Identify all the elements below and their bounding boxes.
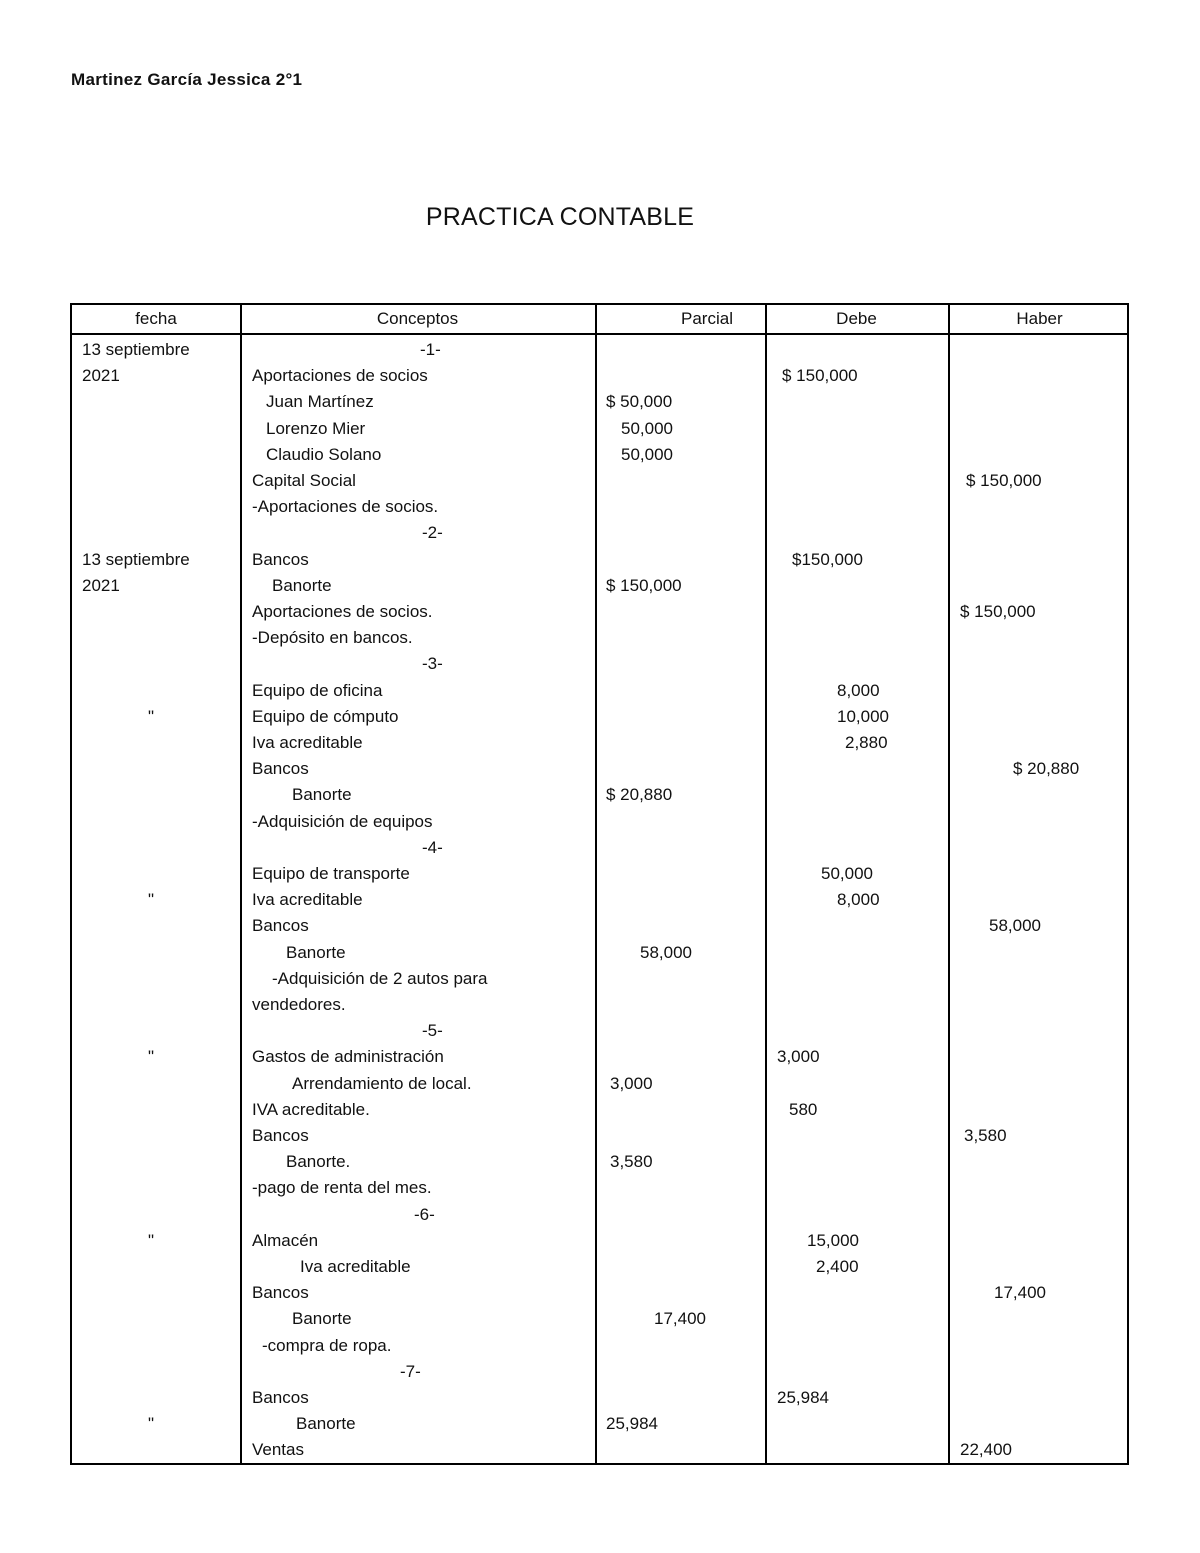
row-parcial: 25,984 xyxy=(606,1414,658,1434)
row-concepto: Banorte xyxy=(296,1414,356,1434)
row-fecha: " xyxy=(148,1414,155,1434)
row-parcial: 50,000 xyxy=(621,418,673,438)
column-divider xyxy=(240,305,242,1463)
row-fecha: " xyxy=(148,890,155,910)
row-concepto: Iva acreditable xyxy=(252,890,363,910)
author-name: Martinez García Jessica 2°1 xyxy=(71,70,303,89)
row-concepto: Aportaciones de socios. xyxy=(252,602,433,621)
row-parcial: 58,000 xyxy=(640,942,692,962)
row-concepto: Iva acreditable xyxy=(300,1257,411,1276)
row-debe: 2,880 xyxy=(845,733,888,752)
row-concepto: Iva acreditable xyxy=(252,733,363,752)
row-concepto: -2- xyxy=(422,523,443,543)
row-concepto: Ventas xyxy=(252,1440,304,1460)
row-concepto: Aportaciones de socios xyxy=(252,366,428,386)
row-debe: 25,984 xyxy=(777,1388,829,1407)
row-debe: 10,000 xyxy=(837,706,889,726)
row-concepto: -Adquisición de equipos xyxy=(252,811,433,831)
row-haber: 3,580 xyxy=(964,1126,1007,1145)
row-concepto: -1- xyxy=(420,340,441,359)
header-divider xyxy=(72,333,1127,335)
row-parcial: $ 150,000 xyxy=(606,575,682,595)
row-fecha: 2021 xyxy=(82,366,120,386)
page-title: PRACTICA CONTABLE xyxy=(425,203,695,231)
row-debe: 50,000 xyxy=(821,864,873,883)
row-concepto: Juan Martínez xyxy=(266,392,374,412)
row-parcial: 3,580 xyxy=(610,1152,653,1172)
row-concepto: -3- xyxy=(422,654,443,674)
row-fecha: " xyxy=(148,706,155,726)
row-concepto: Banorte xyxy=(286,942,346,962)
row-concepto: Equipo de transporte xyxy=(252,864,410,883)
row-parcial: 17,400 xyxy=(654,1309,706,1329)
row-concepto: Claudio Solano xyxy=(266,444,382,464)
row-fecha: " xyxy=(148,1230,155,1250)
column-divider xyxy=(765,305,767,1463)
header-parcial: Parcial xyxy=(681,309,733,328)
row-fecha: " xyxy=(148,1047,155,1067)
row-concepto: -Adquisición de 2 autos para xyxy=(272,968,488,988)
row-concepto: -compra de ropa. xyxy=(262,1335,392,1355)
row-fecha: 13 septiembre xyxy=(82,340,190,359)
row-concepto: Bancos xyxy=(252,916,309,936)
row-concepto: Banorte xyxy=(292,785,352,805)
row-fecha: 2021 xyxy=(82,575,120,595)
row-debe: 15,000 xyxy=(807,1230,859,1250)
row-parcial: 3,000 xyxy=(610,1073,653,1093)
row-concepto: Equipo de oficina xyxy=(252,680,383,700)
row-concepto: Banorte xyxy=(272,575,332,595)
header-debe: Debe xyxy=(836,309,877,328)
column-divider xyxy=(595,305,597,1463)
row-concepto: -5- xyxy=(422,1021,443,1041)
row-concepto: -Aportaciones de socios. xyxy=(252,497,439,517)
row-haber: $ 20,880 xyxy=(1013,759,1080,779)
row-concepto: Bancos xyxy=(252,759,309,779)
row-parcial: $ 50,000 xyxy=(606,392,673,412)
row-concepto: Equipo de cómputo xyxy=(252,706,399,726)
row-concepto: Bancos xyxy=(252,1126,309,1145)
row-concepto: -Depósito en bancos. xyxy=(252,628,413,648)
row-concepto: -4- xyxy=(422,837,443,857)
row-fecha: 13 septiembre xyxy=(82,549,190,569)
row-haber: 17,400 xyxy=(994,1283,1046,1303)
row-concepto: -6- xyxy=(414,1204,435,1224)
row-concepto: Gastos de administración xyxy=(252,1047,444,1067)
row-debe: 8,000 xyxy=(837,890,880,910)
header-haber: Haber xyxy=(1016,309,1063,328)
row-concepto: IVA acreditable. xyxy=(252,1099,370,1119)
journal-table xyxy=(70,303,1129,1465)
row-haber: 22,400 xyxy=(960,1440,1012,1460)
row-concepto: -pago de renta del mes. xyxy=(252,1178,432,1198)
row-debe: 3,000 xyxy=(777,1047,820,1067)
row-concepto: -7- xyxy=(400,1361,421,1381)
row-haber: 58,000 xyxy=(989,916,1041,936)
row-concepto: Banorte xyxy=(292,1309,352,1329)
row-concepto: Lorenzo Mier xyxy=(266,418,366,438)
header-fecha: fecha xyxy=(135,309,177,328)
row-concepto: vendedores. xyxy=(252,995,346,1014)
row-debe: 2,400 xyxy=(816,1257,859,1276)
row-concepto: Almacén xyxy=(252,1230,319,1250)
row-concepto: Banorte. xyxy=(286,1152,351,1172)
row-debe: $150,000 xyxy=(792,549,863,569)
row-concepto: Arrendamiento de local. xyxy=(292,1073,472,1093)
row-parcial: 50,000 xyxy=(621,444,673,464)
header-conceptos: Conceptos xyxy=(376,309,459,328)
column-divider xyxy=(948,305,950,1463)
row-debe: 580 xyxy=(789,1099,818,1119)
row-concepto: Bancos xyxy=(252,1388,309,1407)
row-concepto: Capital Social xyxy=(252,471,356,490)
row-concepto: Bancos xyxy=(252,549,309,569)
row-parcial: $ 20,880 xyxy=(606,785,673,805)
row-debe: 8,000 xyxy=(837,680,880,700)
row-haber: $ 150,000 xyxy=(966,471,1042,490)
row-concepto: Bancos xyxy=(252,1283,309,1303)
row-haber: $ 150,000 xyxy=(960,602,1036,621)
row-debe: $ 150,000 xyxy=(782,366,858,386)
